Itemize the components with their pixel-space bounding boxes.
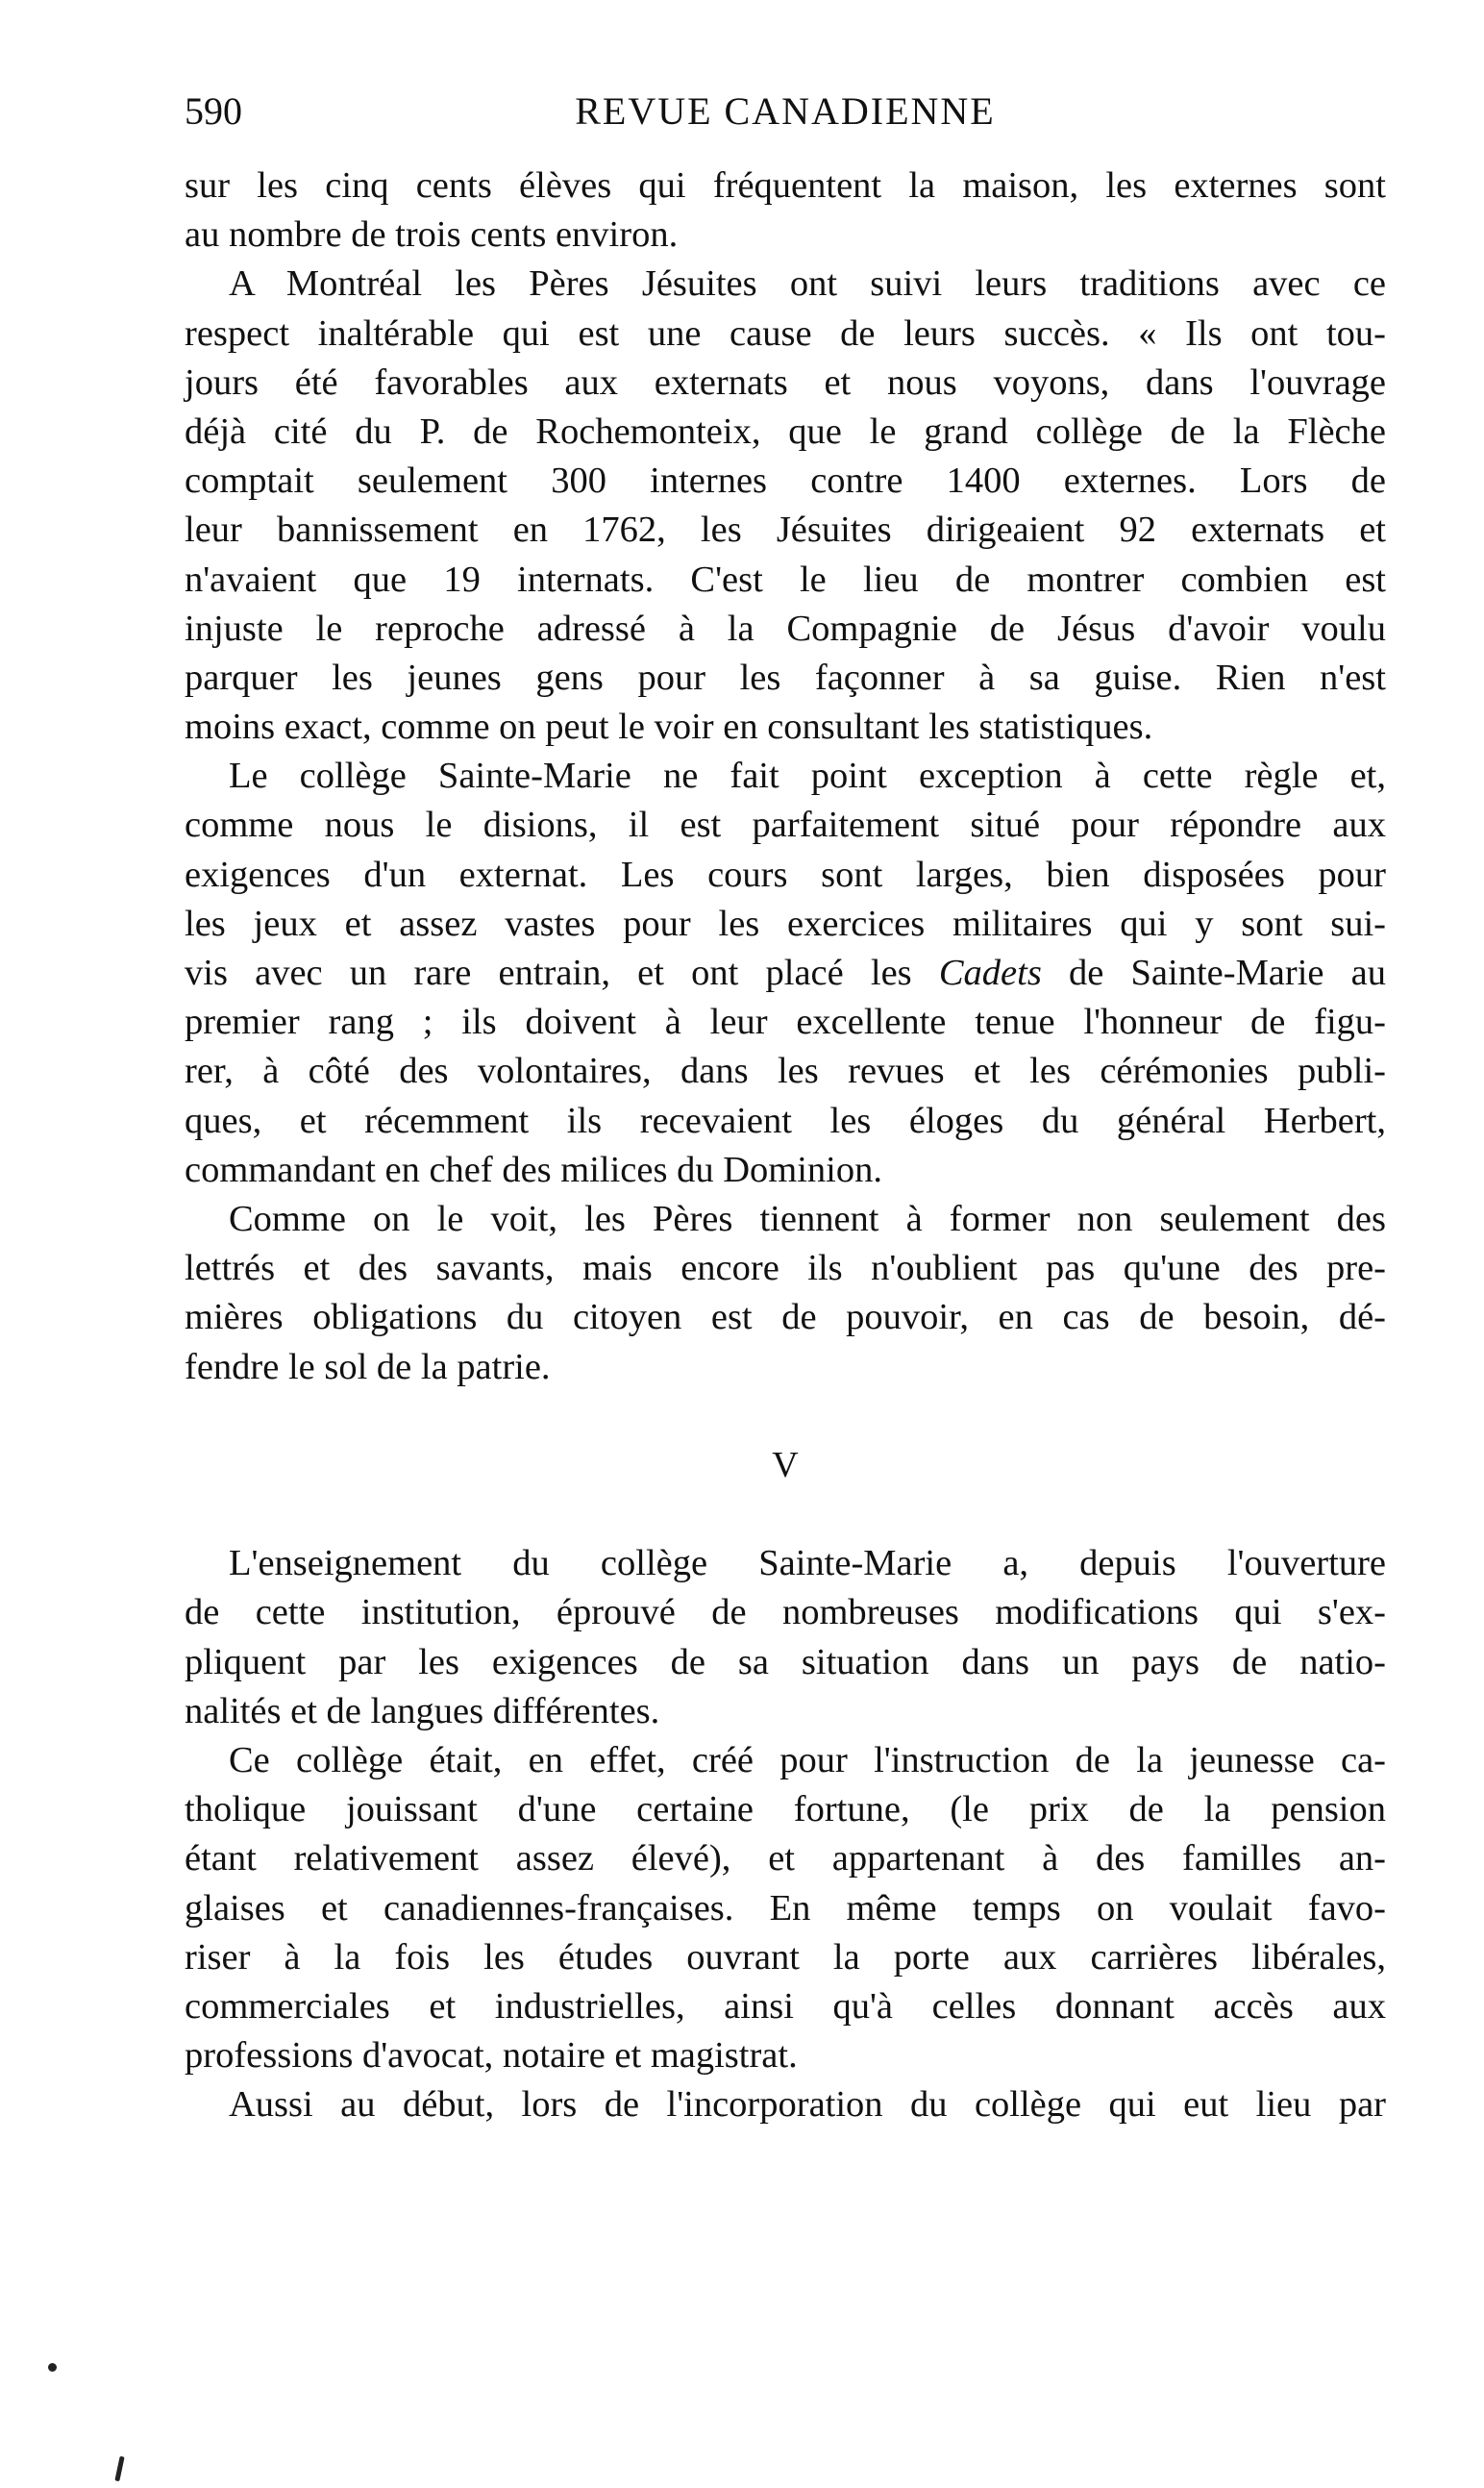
text-line: Le collège Sainte-Marie ne fait point exception à cette règle et, [229, 756, 1386, 797]
text-line: riser à la fois les études ouvrant la porte aux carrières libérales, [185, 1936, 1386, 1978]
text-line: professions d'avocat, notaire et magistrat. [185, 2035, 798, 2077]
body-text [185, 162, 1386, 2130]
text-line: commerciales et industrielles, ainsi qu'à celles donnant accès aux [185, 1985, 1386, 2027]
text-line: tholique jouissant d'une certaine fortune, (le prix de la pension [185, 1789, 1386, 1830]
section-heading: V [772, 1444, 799, 1485]
text-segment: de Sainte-Marie au [1069, 953, 1387, 993]
text-line: moins exact, comme on peut le voir en consultant les statistiques. [185, 707, 1153, 748]
text-line: pliquent par les exigences de sa situation dans un pays de natio- [185, 1641, 1386, 1682]
text-line: exigences d'un externat. Les cours sont larges, bien disposées pour [185, 854, 1386, 895]
text-line: parquer les jeunes gens pour les façonner à sa guise. Rien n'est [185, 657, 1386, 698]
text-line: nalités et de langues différentes. [185, 1690, 660, 1731]
text-line: sur les cinq cents élèves qui fréquentent la maison, les externes sont [185, 165, 1386, 206]
text-line: L'enseignement du collège Sainte-Marie a, depuis l'ouverture [229, 1543, 1386, 1584]
text-line: A Montréal les Pères Jésuites ont suivi leurs traditions avec ce [229, 263, 1386, 305]
text-line: leur bannissement en 1762, les Jésuites dirigeaient 92 externats et [185, 510, 1386, 551]
text-line: n'avaient que 19 internats. C'est le lieu de montrer combien est [185, 559, 1386, 600]
italic-word: Cadets [938, 953, 1042, 993]
text-line: comme nous le disions, il est parfaitement situé pour répondre aux [185, 805, 1386, 846]
page-header [185, 85, 1386, 138]
text-line: premier rang ; ils doivent à leur excellente tenue l'honneur de figu- [185, 1002, 1386, 1043]
scan-speck [114, 2456, 124, 2481]
text-line: fendre le sol de la patrie. [185, 1346, 551, 1387]
text-line: étant relativement assez élevé), et appartenant à des familles an- [185, 1838, 1386, 1879]
text-line: glaises et canadiennes-françaises. En même temps on voulait favo- [185, 1887, 1386, 1928]
text-line: lettrés et des savants, mais encore ils n'oublient pas qu'une des pre- [185, 1248, 1386, 1289]
text-line: Aussi au début, lors de l'incorporation du collège qui eut lieu par [229, 2084, 1386, 2126]
text-line: commandant en chef des milices du Dominion. [185, 1149, 882, 1190]
text-line: jours été favorables aux externats et nous voyons, dans l'ouvrage [185, 361, 1386, 403]
text-segment: vis avec un rare entrain, et ont placé les [185, 953, 912, 993]
text-line: respect inaltérable qui est une cause de leurs succès. « Ils ont tou- [185, 312, 1386, 354]
text-line: comptait seulement 300 internes contre 1400 externes. Lors de [185, 460, 1386, 502]
text-line: de cette institution, éprouvé de nombreuses modifications qui s'ex- [185, 1592, 1386, 1633]
text-line: rer, à côté des volontaires, dans les revues et les cérémonies publi- [185, 1051, 1386, 1092]
text-line: ques, et récemment ils recevaient les éloges du général Herbert, [185, 1100, 1386, 1141]
scan-speck [48, 2363, 57, 2372]
text-line: injuste le reproche adressé à la Compagnie de Jésus d'avoir voulu [185, 608, 1386, 649]
text-line: au nombre de trois cents environ. [185, 214, 679, 256]
text-line: déjà cité du P. de Rochemonteix, que le grand collège de la Flèche [185, 411, 1386, 452]
text-line: mières obligations du citoyen est de pouvoir, en cas de besoin, dé- [185, 1297, 1386, 1338]
text-line-with-italic [185, 949, 1386, 998]
page-number: 590 [185, 89, 242, 133]
text-line: Comme on le voit, les Pères tiennent à former non seulement des [229, 1198, 1386, 1239]
text-line: Ce collège était, en effet, créé pour l'instruction de la jeunesse ca- [229, 1740, 1386, 1780]
text-line: les jeux et assez vastes pour les exercices militaires qui y sont sui- [185, 903, 1386, 944]
running-head: REVUE CANADIENNE [575, 89, 996, 133]
